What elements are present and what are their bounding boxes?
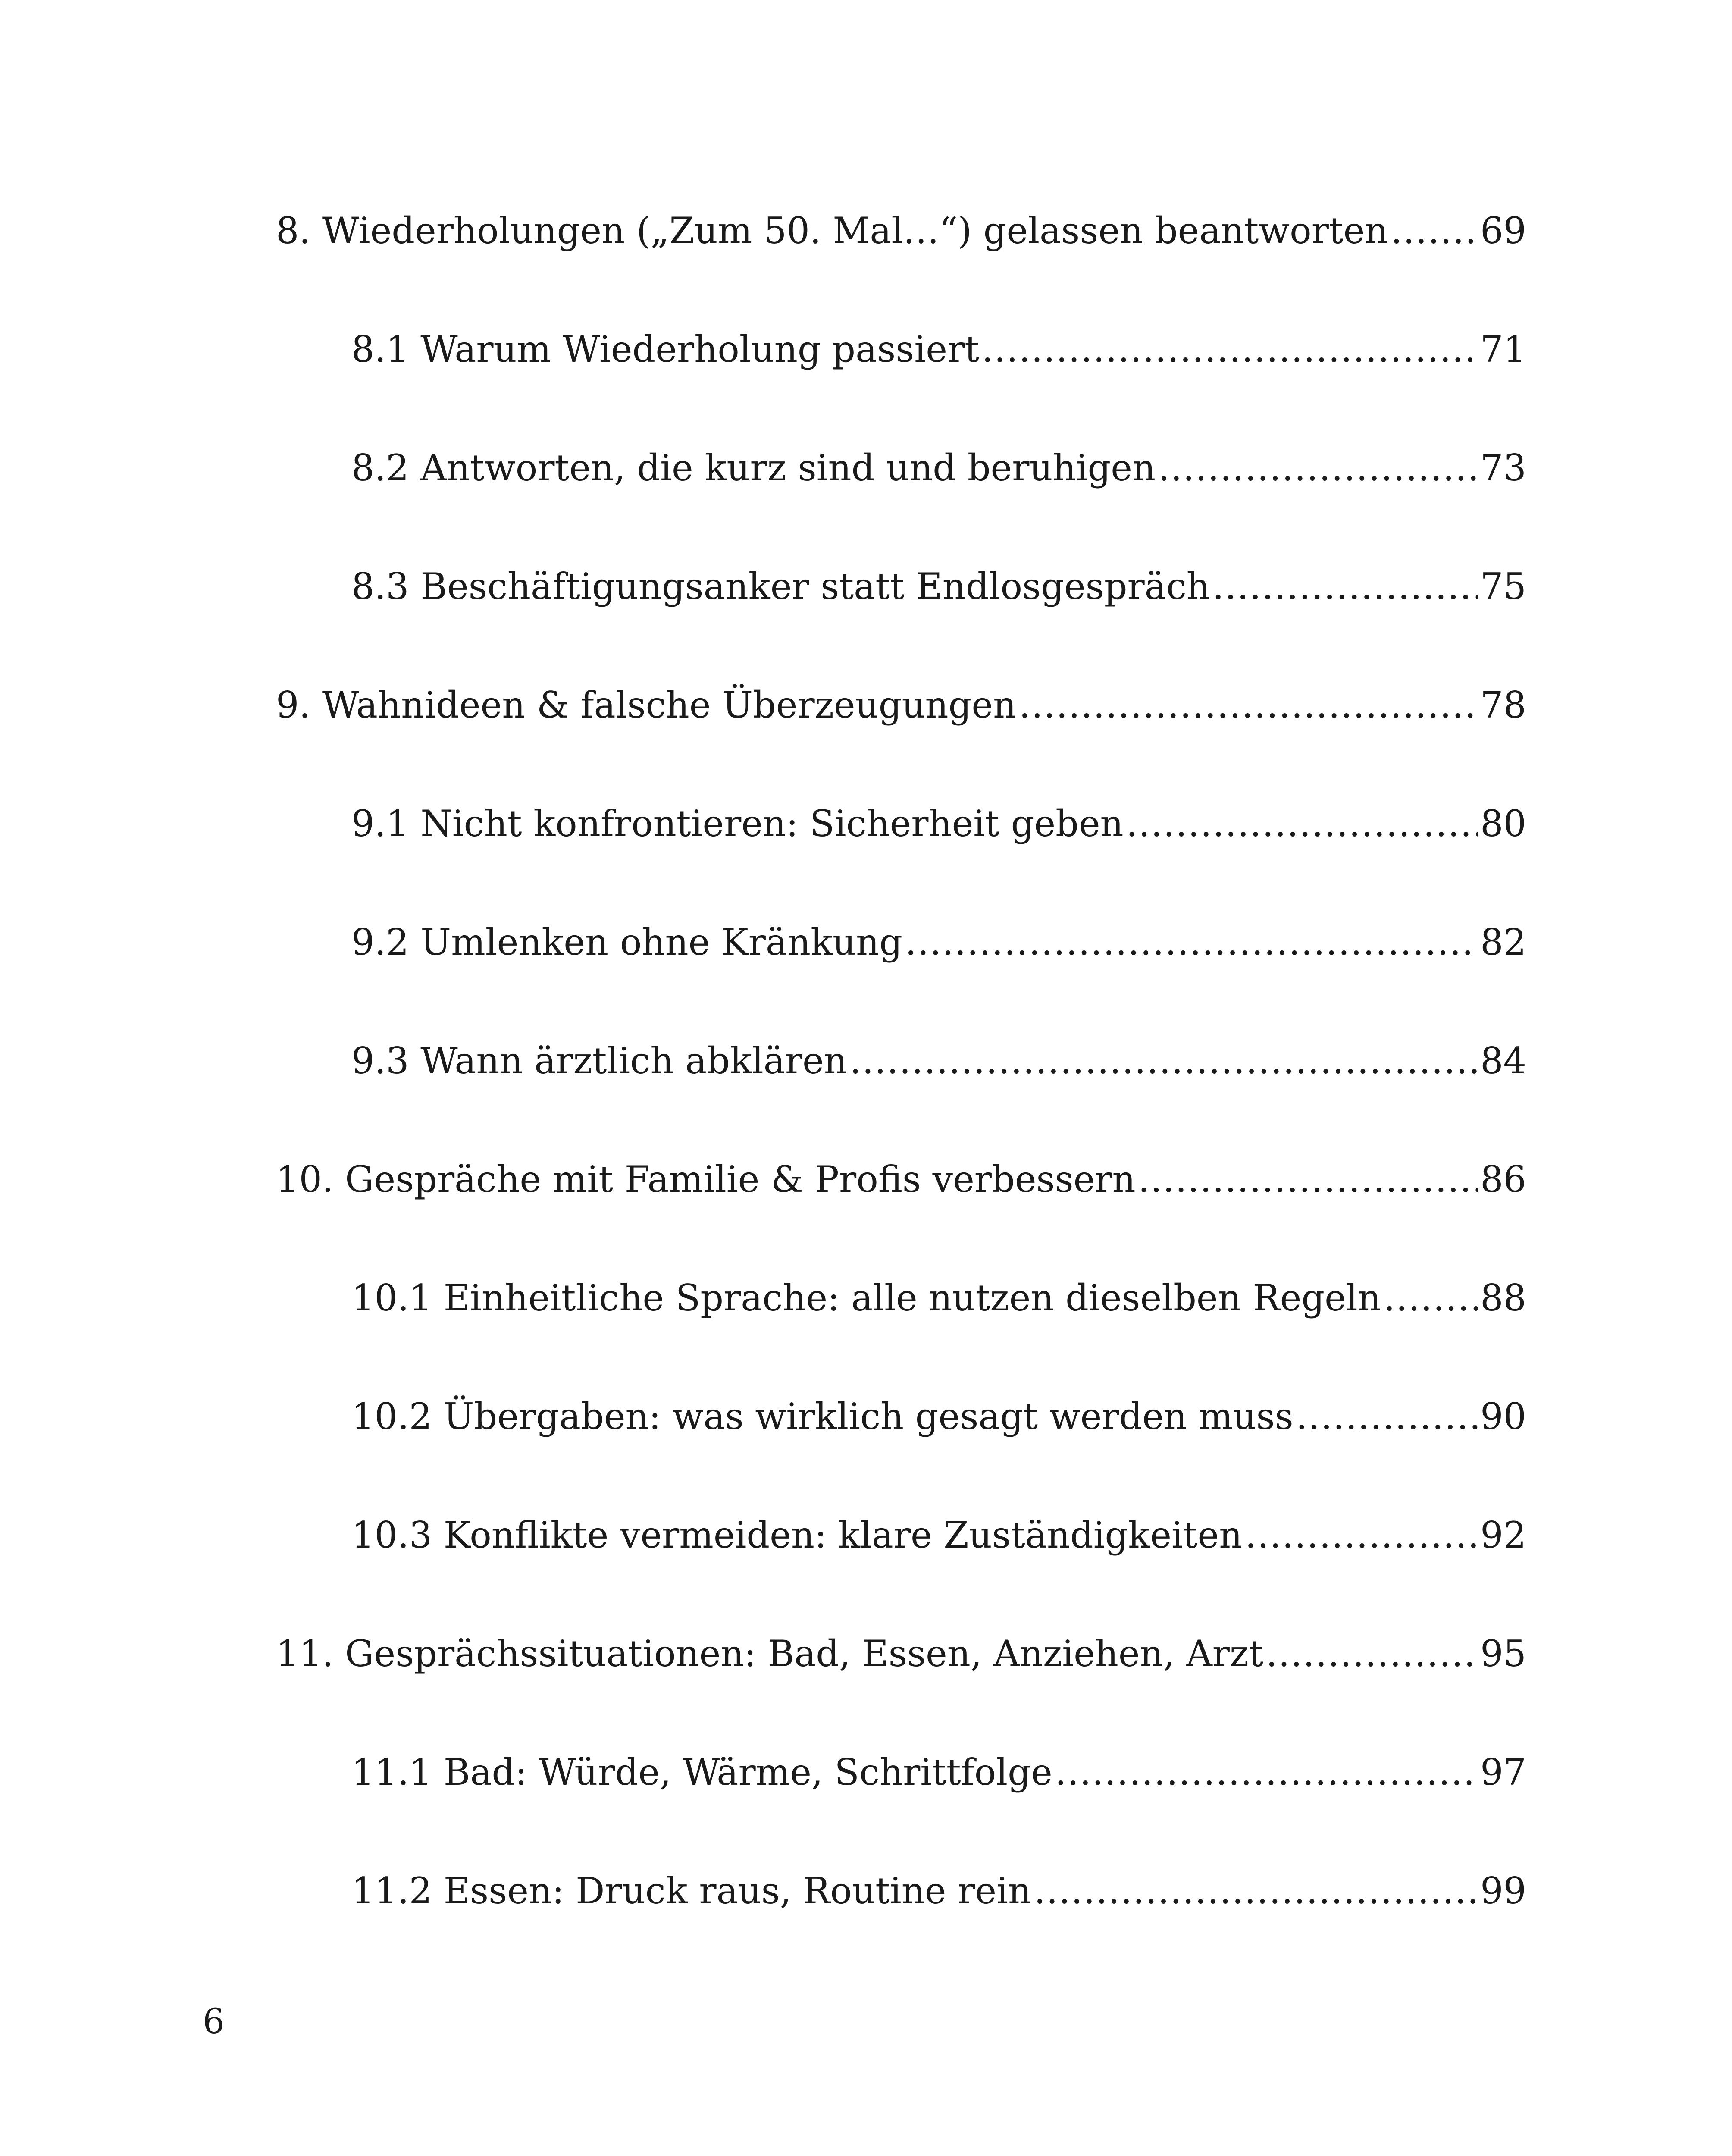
toc-entry[interactable] <box>351 326 1526 373</box>
toc-entry-title: 11.2 Essen: Druck raus, Routine rein <box>351 1870 1032 1912</box>
toc-leader-dots <box>1391 207 1478 254</box>
toc-leader-dots <box>905 918 1478 966</box>
toc-entry-title: 8. Wiederholungen („Zum 50. Mal…“) gelassen beantworten <box>276 210 1388 252</box>
toc-entry-title: 10. Gespräche mit Familie & Profis verbessern <box>276 1158 1136 1200</box>
toc-entry[interactable] <box>276 1630 1526 1677</box>
toc-leader-dots <box>1055 1749 1478 1796</box>
toc-entry[interactable] <box>351 1511 1526 1559</box>
toc-entry[interactable] <box>351 1749 1526 1796</box>
toc-entry-title: 11. Gesprächssituationen: Bad, Essen, Anziehen, Arzt <box>276 1633 1263 1675</box>
toc-entry-title: 9.1 Nicht konfrontieren: Sicherheit geben <box>351 802 1124 845</box>
toc-entry-page: 80 <box>1480 802 1526 845</box>
toc-entry-title: 9.3 Wann ärztlich abklären <box>351 1040 847 1082</box>
toc-entry-page: 78 <box>1480 684 1526 726</box>
toc-entry-title: 10.3 Konflikte vermeiden: klare Zuständigkeiten <box>351 1514 1243 1556</box>
toc-entry[interactable] <box>351 1274 1526 1322</box>
page-number: 6 <box>203 2001 225 2041</box>
toc-entry[interactable] <box>276 681 1526 729</box>
toc-leader-dots <box>1019 681 1478 729</box>
toc-leader-dots <box>1034 1867 1478 1915</box>
toc-entry[interactable] <box>351 1867 1526 1915</box>
toc-entry-page: 82 <box>1480 921 1526 963</box>
toc-entry[interactable] <box>351 563 1526 610</box>
toc-entry[interactable] <box>351 444 1526 492</box>
toc-entry-page: 73 <box>1480 447 1526 489</box>
toc-entry-page: 88 <box>1480 1277 1526 1319</box>
toc-entry-page: 84 <box>1480 1040 1526 1082</box>
toc-entry-title: 8.2 Antworten, die kurz sind und beruhigen <box>351 447 1156 489</box>
toc-entry-title: 9. Wahnideen & falsche Überzeugungen <box>276 684 1017 726</box>
toc-entry-title: 10.1 Einheitliche Sprache: alle nutzen dieselben Regeln <box>351 1277 1381 1319</box>
toc-entry[interactable] <box>276 1156 1526 1203</box>
toc-entry-page: 90 <box>1480 1395 1526 1438</box>
toc-leader-dots <box>1158 444 1478 492</box>
toc-leader-dots <box>850 1037 1478 1084</box>
toc-entry[interactable] <box>351 1037 1526 1084</box>
toc-entry[interactable] <box>351 800 1526 847</box>
toc-entry-page: 69 <box>1480 210 1526 252</box>
toc-leader-dots <box>1126 800 1478 847</box>
toc-leader-dots <box>1245 1511 1478 1559</box>
toc-entry[interactable] <box>351 1393 1526 1440</box>
toc-entry-page: 92 <box>1480 1514 1526 1556</box>
toc-entry-page: 99 <box>1480 1870 1526 1912</box>
toc-entry-title: 9.2 Umlenken ohne Kränkung <box>351 921 902 963</box>
toc-entry-page: 95 <box>1480 1633 1526 1675</box>
toc-leader-dots <box>1266 1630 1478 1677</box>
toc-entry-page: 75 <box>1480 565 1526 608</box>
toc-entry-title: 10.2 Übergaben: was wirklich gesagt werden muss <box>351 1395 1294 1438</box>
toc-leader-dots <box>1384 1274 1478 1322</box>
toc-entry-title: 11.1 Bad: Würde, Wärme, Schrittfolge <box>351 1751 1052 1793</box>
toc-leader-dots <box>982 326 1478 373</box>
toc-entry-title: 8.3 Beschäftigungsanker statt Endlosgespräch <box>351 565 1210 608</box>
toc-entry[interactable] <box>351 918 1526 966</box>
toc-entry[interactable] <box>276 207 1526 254</box>
toc-leader-dots <box>1296 1393 1478 1440</box>
toc-entry-page: 97 <box>1480 1751 1526 1793</box>
toc-entry-title: 8.1 Warum Wiederholung passiert <box>351 328 979 370</box>
toc-entry-page: 86 <box>1480 1158 1526 1200</box>
toc-entry-page: 71 <box>1480 328 1526 370</box>
toc-leader-dots <box>1138 1156 1478 1203</box>
toc-leader-dots <box>1212 563 1478 610</box>
